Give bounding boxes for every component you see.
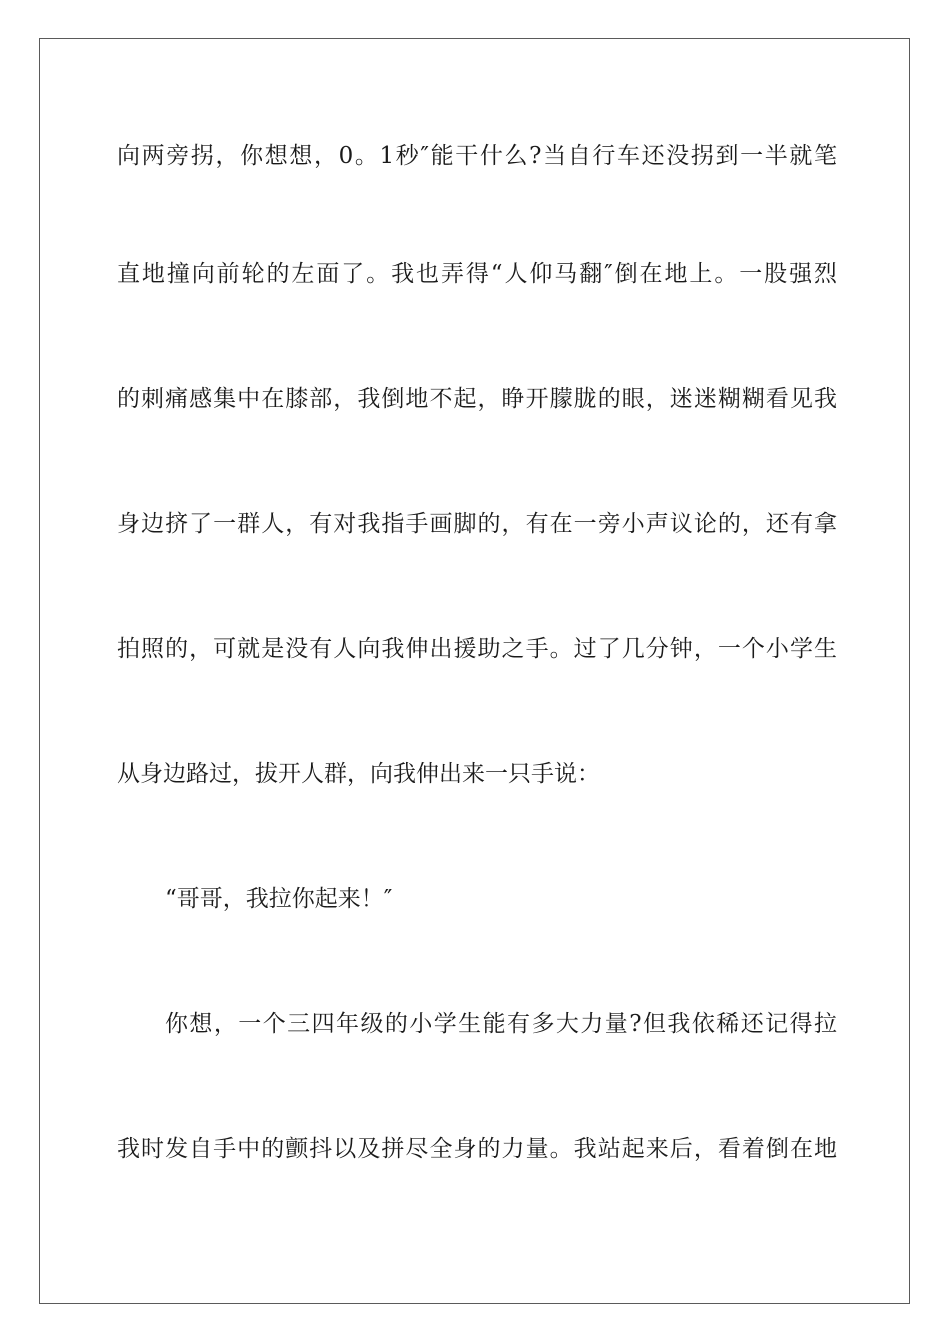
paragraph-line-4: 身边挤了一群人，有对我指手画脚的，有在一旁小声议论的，还有拿	[117, 511, 837, 537]
paragraph-line-8: 你想，一个三四年级的小学生能有多大力量?但我依稀还记得拉	[165, 1011, 837, 1037]
paragraph-line-1: 向两旁拐，你想想，0。1秒″能干什么?当自行车还没拐到一半就笔	[117, 143, 837, 169]
paragraph-line-3: 的刺痛感集中在膝部，我倒地不起，睁开朦胧的眼，迷迷糊糊看见我	[117, 386, 837, 412]
dialogue-line: “哥哥，我拉你起来！″	[165, 886, 393, 912]
paragraph-line-5: 拍照的，可就是没有人向我伸出援助之手。过了几分钟，一个小学生	[117, 636, 837, 662]
paragraph-line-6: 从身边路过，拔开人群，向我伸出来一只手说：	[117, 761, 600, 787]
paragraph-line-2: 直地撞向前轮的左面了。我也弄得“人仰马翻″倒在地上。一股强烈	[117, 261, 837, 287]
page-border	[39, 38, 910, 1304]
paragraph-line-9: 我时发自手中的颤抖以及拼尽全身的力量。我站起来后，看着倒在地	[117, 1136, 837, 1162]
